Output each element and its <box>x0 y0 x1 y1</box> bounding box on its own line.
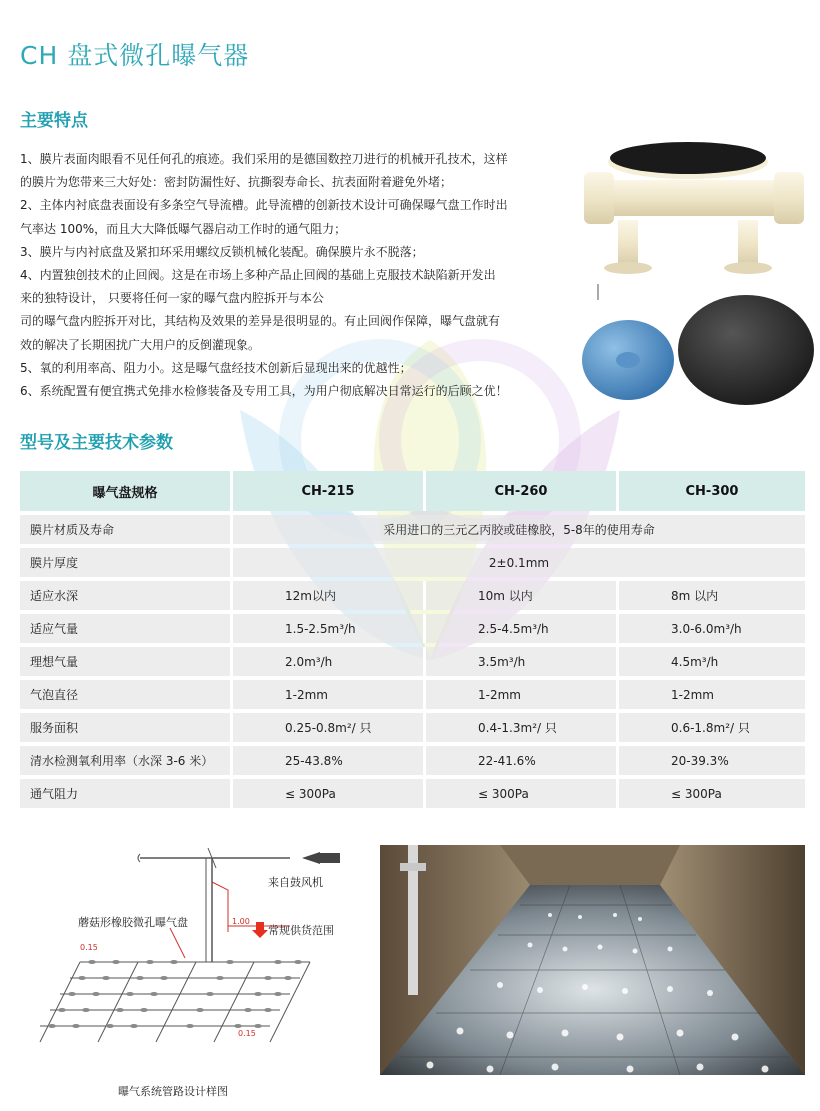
supply-scope-label: 常规供货范围 <box>268 924 334 937</box>
spec-row-value: 2.5-4.5m³/h <box>423 614 616 643</box>
spec-row <box>20 680 805 709</box>
feature-line: 气率达 100%，而且大大降低曝气器启动工作时的通气阻力； <box>20 221 347 236</box>
spec-row <box>20 647 805 676</box>
spec-heading: 型号及主要技术参数 <box>20 433 173 453</box>
page-title: CH 盘式微孔曝气器 <box>20 41 250 70</box>
spec-row-value: 1.5-2.5m³/h <box>230 614 423 643</box>
feature-line: 3、膜片与内衬底盘及紧扣环采用螺纹反锁机械化装配。确保膜片永不脱落； <box>20 244 424 259</box>
spec-row-value: ≤ 300Pa <box>423 779 616 808</box>
spec-row-value: 3.5m³/h <box>423 647 616 676</box>
feature-line: 5、氧的利用率高、阻力小。这是曝气盘经技术创新后显现出来的优越性； <box>20 360 412 375</box>
spec-row <box>20 779 805 808</box>
spec-row-value: 1-2mm <box>616 680 805 709</box>
aeration-tank-photo <box>380 845 805 1075</box>
dim-label-b: 1.00 <box>232 917 250 926</box>
air-source-label: 来自鼓风机 <box>268 876 323 889</box>
features-heading: 主要特点 <box>20 111 88 131</box>
header-spec: 曝气盘规格 <box>20 471 230 511</box>
spec-row-label: 清水检测氧利用率（水深 3-6 米） <box>20 746 230 775</box>
header-ch215: CH-215 <box>230 471 423 511</box>
spec-row-value: 1-2mm <box>423 680 616 709</box>
spec-row <box>20 515 805 544</box>
spec-row <box>20 713 805 742</box>
spec-row <box>20 746 805 775</box>
spec-row-value: ≤ 300Pa <box>616 779 805 808</box>
spec-row-label: 通气阻力 <box>20 779 230 808</box>
spec-row-value: 2.0m³/h <box>230 647 423 676</box>
spec-table <box>20 467 805 812</box>
feature-line: 1、膜片表面肉眼看不见任何孔的痕迹。我们采用的是德国数控刀进行的机械开孔技术，这样 <box>20 152 508 166</box>
spec-row-value: 10m 以内 <box>423 581 616 610</box>
spec-row <box>20 614 805 643</box>
spec-row-value: 8m 以内 <box>616 581 805 610</box>
feature-line: 效的解决了长期困扰广大用户的反倒灌现象。 <box>20 337 261 352</box>
spec-row-value: 4.5m³/h <box>616 647 805 676</box>
spec-row-value: 25-43.8% <box>230 746 423 775</box>
disc-label: 蘑菇形橡胶微孔曝气盘 <box>78 916 188 929</box>
features-list <box>20 148 545 403</box>
feature-line: 4、内置独创技术的止回阀。这是在市场上多种产品止回阀的基础上克服技术缺陷新开发出 <box>20 268 496 283</box>
header-ch300: CH-300 <box>616 471 805 511</box>
spec-row-value: 0.25-0.8m²/ 只 <box>230 713 423 742</box>
spec-row-value: ≤ 300Pa <box>230 779 423 808</box>
feature-line: 司的曝气盘内腔拆开对比，其结构及效果的差异是很明显的。有止回阀作保障，曝气盘就有 <box>20 314 501 329</box>
spec-row-value: 1-2mm <box>230 680 423 709</box>
header-ch260: CH-260 <box>423 471 616 511</box>
spec-row-value: 采用进口的三元乙丙胶或硅橡胶，5-8年的使用寿命 <box>230 515 805 544</box>
spec-row-value: 22-41.6% <box>423 746 616 775</box>
feature-line: 来的独特设计， 只要将任何一家的曝气盘内腔拆开与本公 <box>20 291 324 306</box>
feature-line: 的膜片为您带来三大好处：密封防漏性好、抗撕裂寿命长、抗表面附着避免外堵； <box>20 175 453 190</box>
spec-row-value: 2±0.1mm <box>230 548 805 577</box>
spec-row <box>20 548 805 577</box>
scope-arrow-icon <box>252 922 268 938</box>
spec-row-value: 0.4-1.3m²/ 只 <box>423 713 616 742</box>
spec-row-value: 0.6-1.8m²/ 只 <box>616 713 805 742</box>
spec-row-label: 膜片厚度 <box>20 548 230 577</box>
diagram-caption: 曝气系统管路设计样图 <box>118 1085 228 1098</box>
membrane-discs-image <box>582 295 814 405</box>
spec-header-row <box>20 471 805 511</box>
spec-row-label: 适应水深 <box>20 581 230 610</box>
diffuser-pipe-image <box>584 142 804 274</box>
piping-diagram <box>20 842 370 1052</box>
product-images <box>578 132 816 407</box>
spec-row <box>20 581 805 610</box>
spec-row-label: 适应气量 <box>20 614 230 643</box>
spec-row-label: 膜片材质及寿命 <box>20 515 230 544</box>
spec-row-value: 12m以内 <box>230 581 423 610</box>
spec-row-label: 服务面积 <box>20 713 230 742</box>
spec-row-value: 20-39.3% <box>616 746 805 775</box>
dim-label-a: 0.15 <box>80 943 98 952</box>
spec-row-value: 3.0-6.0m³/h <box>616 614 805 643</box>
dim-label-c: 0.15 <box>238 1029 256 1038</box>
feature-line: 2、主体内衬底盘表面设有多条空气导流槽。此导流槽的创新技术设计可确保曝气盘工作时出 <box>20 198 508 213</box>
feature-line: 6、系统配置有便宜携式免排水检修装备及专用工具，为用户彻底解决日常运行的后顾之优！ <box>20 384 508 399</box>
spec-row-label: 气泡直径 <box>20 680 230 709</box>
spec-row-label: 理想气量 <box>20 647 230 676</box>
